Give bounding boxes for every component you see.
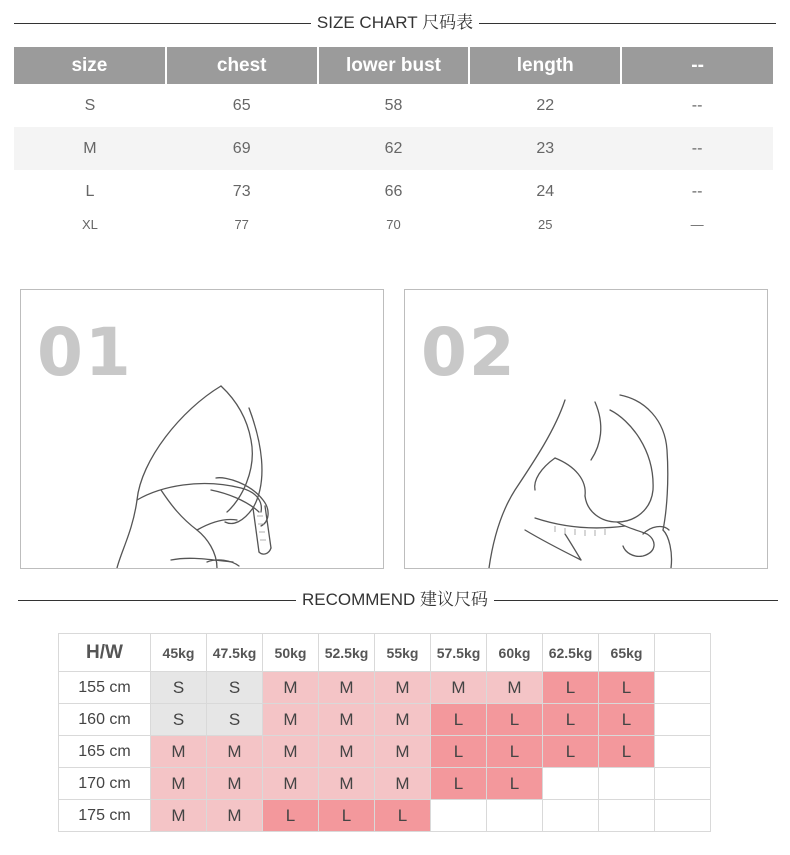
size-cell: M bbox=[375, 704, 431, 736]
size-cell: L bbox=[487, 736, 543, 768]
size-cell: S bbox=[151, 672, 207, 704]
height-label: 170 cm bbox=[59, 768, 151, 800]
size-cell: M bbox=[319, 672, 375, 704]
table-row bbox=[59, 672, 711, 704]
step-number: 01 bbox=[37, 314, 133, 391]
size-cell: L bbox=[431, 704, 487, 736]
size-cell: L bbox=[487, 768, 543, 800]
weight-header: 65kg bbox=[599, 634, 655, 672]
weight-header: 62.5kg bbox=[543, 634, 599, 672]
cell-length: 22 bbox=[536, 96, 555, 114]
table-row bbox=[59, 704, 711, 736]
header-extra: -- bbox=[621, 47, 773, 84]
size-cell: M bbox=[319, 704, 375, 736]
size-cell: L bbox=[599, 704, 655, 736]
size-chart-header-row bbox=[14, 47, 773, 84]
size-cell: L bbox=[263, 800, 319, 832]
recommend-size-table bbox=[58, 633, 711, 832]
weight-header: 57.5kg bbox=[431, 634, 487, 672]
size-cell bbox=[655, 672, 711, 704]
size-cell: S bbox=[207, 672, 263, 704]
measure-step-2-panel bbox=[404, 289, 768, 569]
step-number: 02 bbox=[421, 314, 517, 391]
cell-chest: 65 bbox=[232, 96, 251, 114]
size-cell: L bbox=[543, 736, 599, 768]
cell-size: S bbox=[84, 96, 96, 114]
cell-extra: -- bbox=[691, 96, 703, 114]
header-chest: chest bbox=[166, 47, 318, 84]
height-label: 160 cm bbox=[59, 704, 151, 736]
cell-extra: -- bbox=[621, 127, 773, 170]
cell-lower-bust: 58 bbox=[384, 96, 403, 114]
height-label: 155 cm bbox=[59, 672, 151, 704]
weight-header-row bbox=[59, 634, 711, 672]
cell-size: L bbox=[85, 182, 95, 200]
size-cell bbox=[599, 800, 655, 832]
weight-header bbox=[655, 634, 711, 672]
size-cell: M bbox=[431, 672, 487, 704]
weight-header: 55kg bbox=[375, 634, 431, 672]
height-label: 165 cm bbox=[59, 736, 151, 768]
header-size: size bbox=[14, 47, 166, 84]
size-cell: M bbox=[151, 768, 207, 800]
weight-header: 50kg bbox=[263, 634, 319, 672]
size-cell: M bbox=[207, 800, 263, 832]
cell-extra: — bbox=[690, 216, 704, 232]
table-row bbox=[14, 84, 773, 127]
cell-chest: 69 bbox=[166, 127, 318, 170]
recommend-title-bar bbox=[14, 589, 776, 611]
cell-size: M bbox=[14, 127, 166, 170]
table-row bbox=[59, 768, 711, 800]
size-cell: L bbox=[431, 768, 487, 800]
size-chart-title-bar bbox=[14, 12, 776, 34]
height-label: 175 cm bbox=[59, 800, 151, 832]
table-row bbox=[59, 736, 711, 768]
cell-length: 23 bbox=[469, 127, 621, 170]
table-row bbox=[14, 127, 773, 170]
size-cell: M bbox=[375, 672, 431, 704]
size-cell: L bbox=[431, 736, 487, 768]
size-cell: M bbox=[151, 800, 207, 832]
measure-lower-bust-illustration bbox=[405, 290, 767, 568]
corner-label: H/W bbox=[59, 634, 151, 672]
size-cell: M bbox=[487, 672, 543, 704]
measure-step-1-panel bbox=[20, 289, 384, 569]
size-cell: M bbox=[375, 736, 431, 768]
header-lower-bust: lower bust bbox=[318, 47, 470, 84]
size-cell: L bbox=[543, 672, 599, 704]
size-cell: M bbox=[207, 736, 263, 768]
cell-length: 25 bbox=[538, 216, 553, 232]
size-cell: L bbox=[599, 672, 655, 704]
size-cell bbox=[655, 768, 711, 800]
size-chart-title: SIZE CHART 尺码表 bbox=[311, 13, 479, 32]
size-cell: M bbox=[263, 672, 319, 704]
size-cell bbox=[655, 704, 711, 736]
cell-chest: 77 bbox=[234, 216, 249, 232]
size-cell bbox=[543, 800, 599, 832]
size-cell: S bbox=[151, 704, 207, 736]
size-cell: M bbox=[375, 768, 431, 800]
size-cell bbox=[487, 800, 543, 832]
table-row bbox=[14, 213, 773, 235]
cell-lower-bust: 62 bbox=[318, 127, 470, 170]
size-cell bbox=[543, 768, 599, 800]
size-cell: M bbox=[263, 768, 319, 800]
size-cell: M bbox=[319, 736, 375, 768]
cell-extra: -- bbox=[691, 182, 703, 200]
size-cell: M bbox=[263, 736, 319, 768]
size-cell bbox=[599, 768, 655, 800]
size-cell bbox=[655, 800, 711, 832]
table-row bbox=[14, 170, 773, 213]
size-chart-table bbox=[14, 47, 773, 235]
measure-chest-illustration bbox=[21, 290, 383, 568]
size-cell: L bbox=[543, 704, 599, 736]
size-cell: M bbox=[319, 768, 375, 800]
size-cell: M bbox=[207, 768, 263, 800]
size-cell: L bbox=[319, 800, 375, 832]
size-cell bbox=[655, 736, 711, 768]
table-row bbox=[59, 800, 711, 832]
weight-header: 60kg bbox=[487, 634, 543, 672]
weight-header: 47.5kg bbox=[207, 634, 263, 672]
recommend-title: RECOMMEND 建议尺码 bbox=[296, 590, 494, 609]
size-cell: L bbox=[599, 736, 655, 768]
size-cell: L bbox=[487, 704, 543, 736]
cell-lower-bust: 70 bbox=[386, 216, 401, 232]
header-length: length bbox=[469, 47, 621, 84]
size-cell bbox=[431, 800, 487, 832]
weight-header: 45kg bbox=[151, 634, 207, 672]
cell-size: XL bbox=[81, 216, 98, 232]
size-cell: M bbox=[151, 736, 207, 768]
cell-chest: 73 bbox=[232, 182, 251, 200]
size-cell: M bbox=[263, 704, 319, 736]
cell-lower-bust: 66 bbox=[384, 182, 403, 200]
cell-length: 24 bbox=[536, 182, 555, 200]
size-cell: L bbox=[375, 800, 431, 832]
size-cell: S bbox=[207, 704, 263, 736]
weight-header: 52.5kg bbox=[319, 634, 375, 672]
